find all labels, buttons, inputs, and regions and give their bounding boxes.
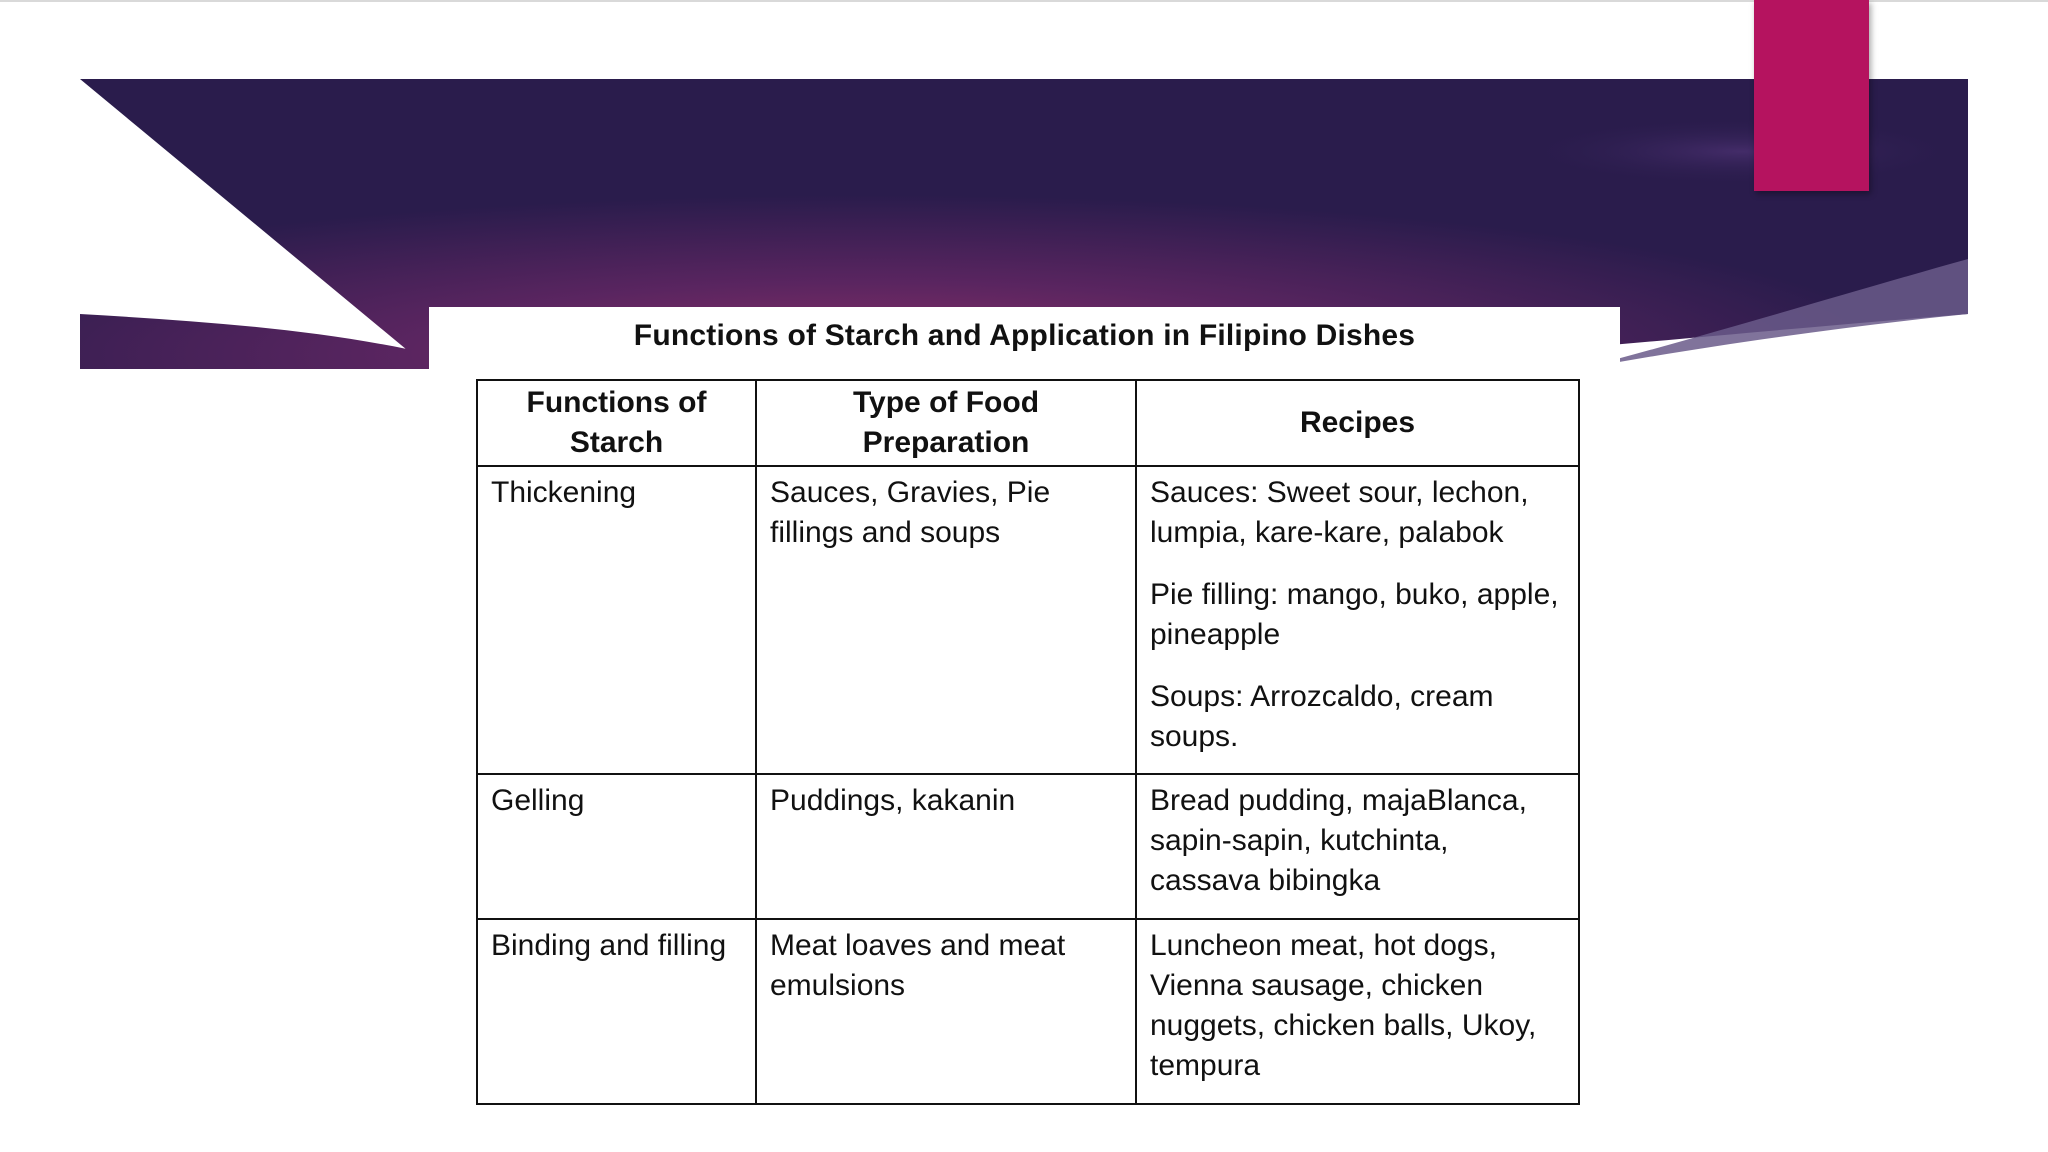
accent-tab — [1754, 0, 1869, 191]
cell-type: Meat loaves and meat emulsions — [756, 919, 1136, 1104]
table-row — [477, 466, 1579, 774]
table-row — [477, 774, 1579, 919]
header-functions: Functions of Starch — [477, 380, 756, 466]
recipe-paragraph: Luncheon meat, hot dogs, Vienna sausage, chicken nuggets, chicken balls, Ukoy, tempura — [1150, 929, 1537, 1082]
cell-function: Gelling — [477, 774, 756, 919]
recipe-paragraph: Pie filling: mango, buko, apple, pineapple — [1150, 578, 1559, 651]
recipe-paragraph: Sauces: Sweet sour, lechon, lumpia, kare-kare, palabok — [1150, 476, 1529, 549]
document-image — [429, 307, 1620, 1152]
table-row — [477, 919, 1579, 1104]
document-title: Functions of Starch and Application in Filipino Dishes — [633, 319, 1416, 352]
header-type: Type of Food Preparation — [756, 380, 1136, 466]
recipe-paragraph: Bread pudding, majaBlanca, sapin-sapin, kutchinta, cassava bibingka — [1150, 784, 1527, 897]
cell-recipes — [1136, 466, 1579, 774]
recipe-paragraph: Soups: Arrozcaldo, cream soups. — [1150, 680, 1494, 753]
cell-function: Thickening — [477, 466, 756, 774]
starch-table — [476, 379, 1580, 1105]
cell-type: Puddings, kakanin — [756, 774, 1136, 919]
header-recipes: Recipes — [1136, 380, 1579, 466]
cell-function: Binding and filling — [477, 919, 756, 1104]
cell-type: Sauces, Gravies, Pie fillings and soups — [756, 466, 1136, 774]
top-divider — [0, 0, 2048, 2]
cell-recipes — [1136, 919, 1579, 1104]
cell-recipes — [1136, 774, 1579, 919]
table-header-row — [477, 380, 1579, 466]
